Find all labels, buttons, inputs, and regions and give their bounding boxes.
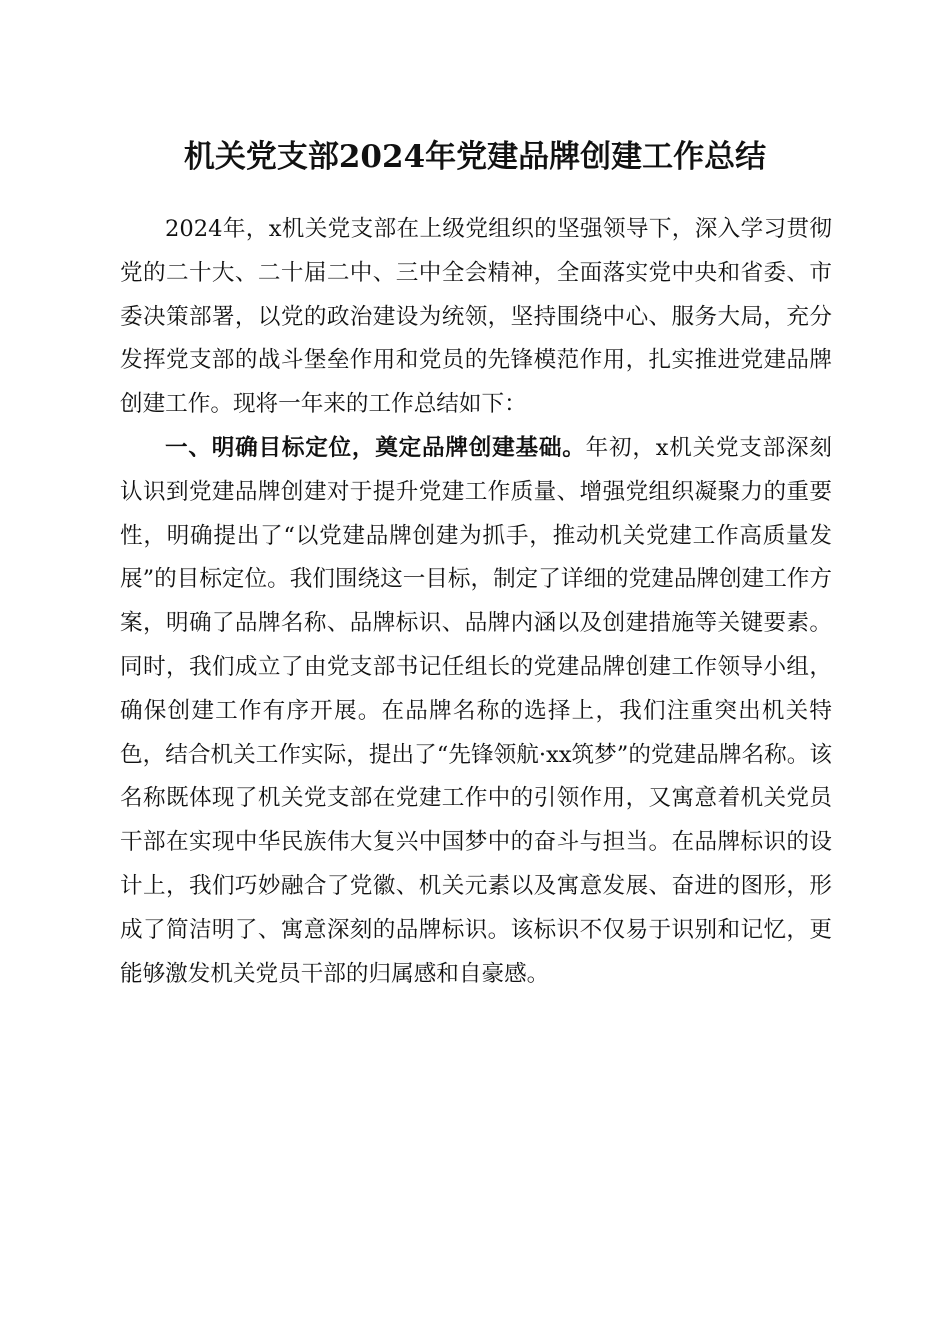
section-1-paragraph xyxy=(120,427,832,996)
section-1-heading: 一、明确目标定位，奠定品牌创建基础。 xyxy=(165,434,586,461)
intro-paragraph: 2024年，x机关党支部在上级党组织的坚强领导下，深入学习贯彻党的二十大、二十届二中、三中全会精神，全面落实党中央和省委、市委决策部署，以党的政治建设为统领，坚持围绕中心、服务大局，充分发挥党支部的战斗堡垒作用和党员的先锋模范作用，扎实推进党建品牌创建工作。现将一年来的工作总结如下： xyxy=(120,216,832,418)
document-title: 机关党支部2024年党建品牌创建工作总结 xyxy=(183,139,767,175)
section-1-body: 年初，x机关党支部深刻认识到党建品牌创建对于提升党建工作质量、增强党组织凝聚力的重要性，明确提出了“以党建品牌创建为抓手，推动机关党建工作高质量发展”的目标定位。我们围绕这一目标，制定了详细的党建品牌创建工作方案，明确了品牌名称、品牌标识、品牌内涵以及创建措施等关键要素。同时，我们成立了由党支部书记任组长的党建品牌创建工作领导小组，确保创建工作有序开展。在品牌名称的选择上，我们注重突出机关特色，结合机关工作实际，提出了“先锋领航·xx筑梦”的党建品牌名称。该名称既体现了机关党支部在党建工作中的引领作用，又寓意着机关党员干部在实现中华民族伟大复兴中国梦中的奋斗与担当。在品牌标识的设计上，我们巧妙融合了党徽、机关元素以及寓意发展、奋进的图形，形成了简洁明了、寓意深刻的品牌标识。该标识不仅易于识别和记忆，更能够激发机关党员干部的归属感和自豪感。 xyxy=(120,434,832,987)
document-body xyxy=(120,208,832,996)
